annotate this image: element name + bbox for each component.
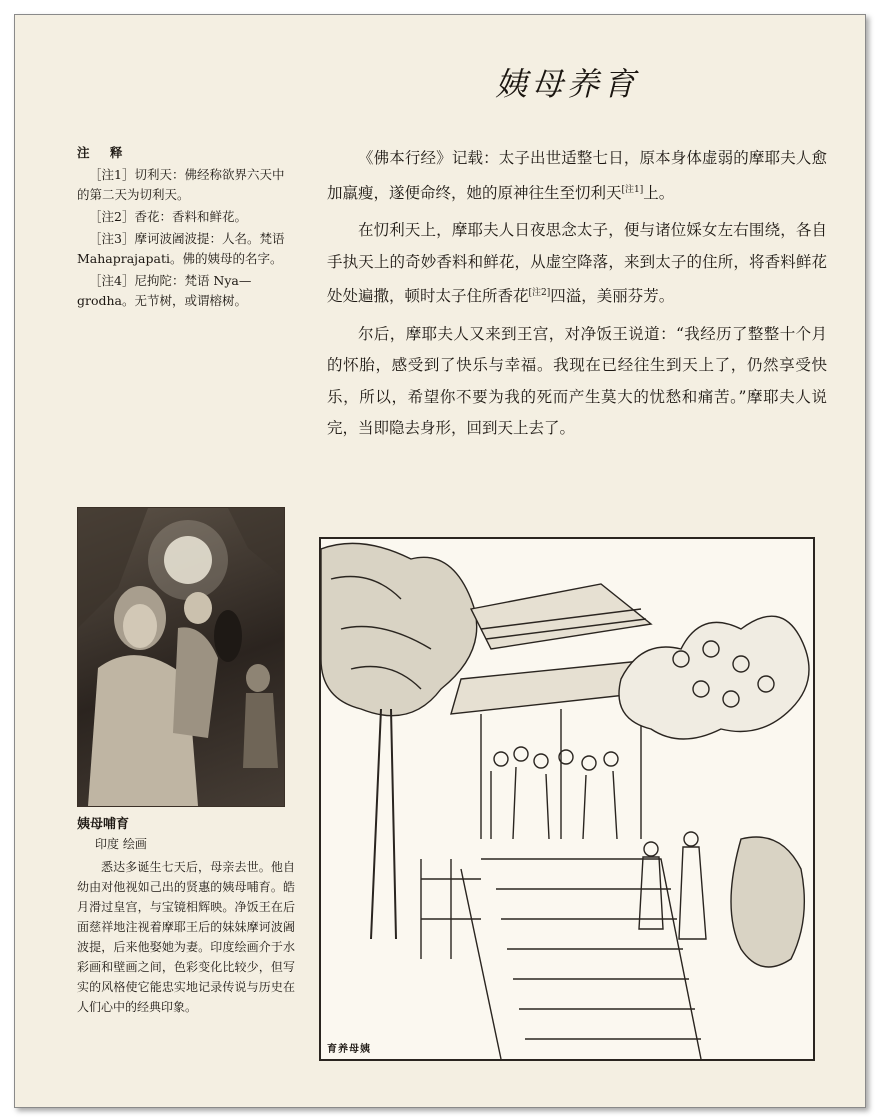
notes-section <box>77 143 295 313</box>
main-text <box>327 143 827 451</box>
painting-caption-title: 姨母哺育 <box>77 817 130 832</box>
woodcut-label: 育养母姨 <box>327 1044 371 1055</box>
woodcut-illustration <box>319 537 815 1061</box>
note-1: ［注1］切利天：佛经称欲界六天中的第二天为切利天。 <box>77 167 285 202</box>
painting-illustration <box>78 508 284 806</box>
paragraph-3: 尔后，摩耶夫人又来到王宫，对净饭王说道：“我经历了整整十个月的怀胎，感受到了快乐与幸福。我现在已经往生到天上了，仍然享受快乐，所以，希望你不要为我的死而产生莫大的忧愁和痛苦。”摩耶夫人说完，当即隐去身形，回到天上去了。 <box>327 324 827 438</box>
paragraph-2: 在忉利天上，摩耶夫人日夜思念太子，便与诸位婇女左右围绕，各自手执天上的奇妙香料和鲜花，从虚空降落，来到太子的住所，将香料鲜花处处遍撒，顿时太子住所香花[注2]四溢，美丽芬芳。 <box>327 221 827 306</box>
painting-caption-source: 印度 绘画 <box>95 837 147 851</box>
note-3: ［注3］摩诃波阇波提：人名。梵语 Mahaprajapati。佛的姨母的名字。 <box>77 231 285 266</box>
palace-scene-drawing <box>321 539 813 1059</box>
footnote-ref-2: [注2] <box>528 288 551 299</box>
footnote-ref-1: [注1] <box>621 184 644 195</box>
note-4: ［注4］尼拘陀：梵语 Nya—grodha。无节树，或谓榕树。 <box>77 273 252 308</box>
page-title: 姨母养育 <box>495 65 640 103</box>
paragraph-1: 《佛本行经》记载：太子出世适整七日，原本身体虚弱的摩耶夫人愈加羸瘦，遂便命终，她的原神往生至忉利天[注1]上。 <box>327 149 827 202</box>
note-2: ［注2］香花：香料和鲜花。 <box>89 209 247 224</box>
painting-caption-text: 悉达多诞生七天后，母亲去世。他自幼由对他视如己出的贤惠的姨母哺育。皓月滑过皇宫，与宝镜相辉映。净饭王在后面慈祥地注视着摩耶王后的妹妹摩诃波阇波提，后来他娶她为妻。印度绘画介于水彩画和壁画之间，色彩变化比较少，但写实的风格使它能忠实地记录传说与历史在人们心中的经典印象。 <box>77 860 295 1014</box>
notes-heading: 注 释 <box>77 145 131 160</box>
painting-image <box>77 507 285 807</box>
book-page <box>14 14 866 1108</box>
